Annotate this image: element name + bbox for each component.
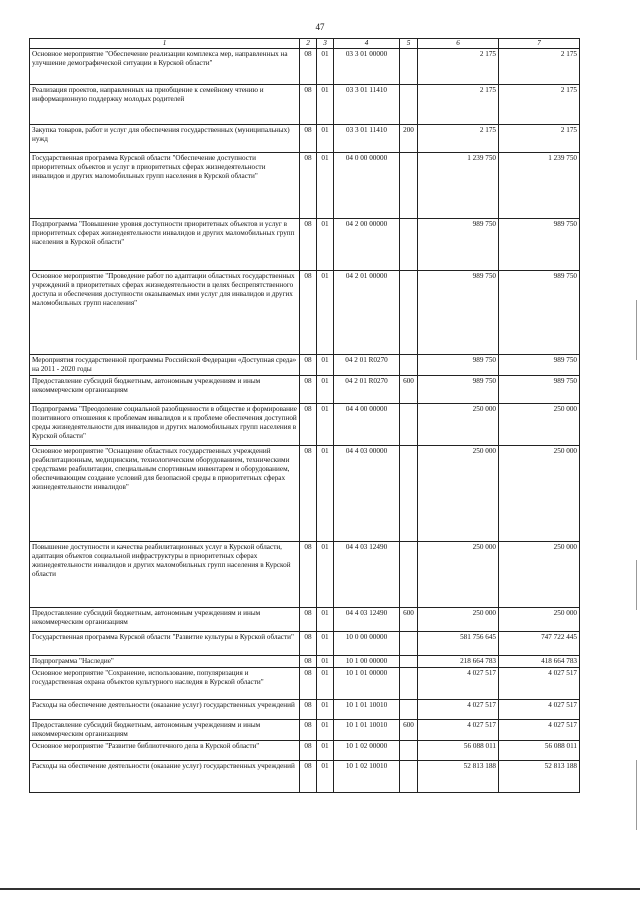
table-row [30,271,580,355]
row-expense-type [400,355,418,376]
row-amount-1: 581 756 645 [418,632,499,656]
row-expense-type [400,668,418,700]
row-expense-type [400,49,418,85]
row-amount-2: 52 813 188 [499,761,580,793]
table-row [30,632,580,656]
row-amount-1: 250 000 [418,542,499,608]
row-subsection: 01 [317,632,334,656]
row-amount-2: 250 000 [499,542,580,608]
row-target-code: 03 3 01 11410 [334,85,400,125]
table-row [30,608,580,632]
row-subsection: 01 [317,542,334,608]
row-target-code: 10 1 01 00000 [334,668,400,700]
row-name: Расходы на обеспечение деятельности (оказание услуг) государственных учреждений [30,700,300,720]
row-target-code: 10 1 02 10010 [334,761,400,793]
row-amount-1: 52 813 188 [418,761,499,793]
row-name: Мероприятия государственной программы Российской Федерации «Доступная среда» на 2011 - 2020 годы [30,355,300,376]
scan-mark [636,300,637,360]
row-target-code: 04 2 01 00000 [334,271,400,355]
row-amount-1: 4 027 517 [418,668,499,700]
row-expense-type: 600 [400,720,418,741]
row-name: Основное мероприятие "Оснащение областных государственных учреждений реабилитационным, медицинским, технологическим оборудованием, техническими средствами реабилитации, специальным спортивным инвентарем и оборудованием, обеспечивающим создание условий для безопасной среды в приоритетных сферах жизнедеятельности инвалидов" [30,446,300,542]
row-amount-1: 2 175 [418,125,499,153]
row-amount-1: 4 027 517 [418,720,499,741]
row-subsection: 01 [317,446,334,542]
table-row [30,668,580,700]
row-name: Основное мероприятие "Обеспечение реализации комплекса мер, направленных на улучшение демографической ситуации в Курской области" [30,49,300,85]
row-section: 08 [300,404,317,446]
row-target-code: 03 3 01 00000 [334,49,400,85]
table-row [30,355,580,376]
row-target-code: 04 2 00 00000 [334,219,400,271]
row-subsection: 01 [317,49,334,85]
row-expense-type: 600 [400,608,418,632]
header-col-2: 2 [300,39,317,49]
scan-mark [636,560,637,610]
row-section: 08 [300,85,317,125]
row-target-code: 10 0 00 00000 [334,632,400,656]
row-amount-1: 1 239 750 [418,153,499,219]
row-target-code: 04 2 01 R0270 [334,376,400,404]
row-subsection: 01 [317,153,334,219]
row-name: Предоставление субсидий бюджетным, автономным учреждениям и иным некоммерческим организациям [30,608,300,632]
row-section: 08 [300,355,317,376]
row-target-code: 04 2 01 R0270 [334,355,400,376]
row-amount-1: 56 088 011 [418,741,499,761]
header-row [30,39,580,49]
row-amount-2: 989 750 [499,376,580,404]
row-subsection: 01 [317,271,334,355]
table-row [30,542,580,608]
row-expense-type [400,632,418,656]
row-amount-1: 218 664 783 [418,656,499,668]
row-section: 08 [300,446,317,542]
header-col-1: 1 [30,39,300,49]
row-expense-type [400,271,418,355]
row-amount-2: 4 027 517 [499,700,580,720]
row-subsection: 01 [317,608,334,632]
row-subsection: 01 [317,700,334,720]
row-amount-1: 2 175 [418,49,499,85]
row-amount-2: 56 088 011 [499,741,580,761]
row-target-code: 04 0 00 00000 [334,153,400,219]
row-amount-2: 2 175 [499,125,580,153]
header-col-4: 4 [334,39,400,49]
row-amount-1: 2 175 [418,85,499,125]
row-subsection: 01 [317,404,334,446]
table-row [30,404,580,446]
row-section: 08 [300,153,317,219]
row-expense-type [400,446,418,542]
budget-table [29,38,580,793]
row-amount-2: 989 750 [499,219,580,271]
row-amount-1: 989 750 [418,271,499,355]
header-col-6: 6 [418,39,499,49]
scan-mark [636,760,637,830]
row-name: Основное мероприятие "Развитие библиотечного дела в Курской области" [30,741,300,761]
row-subsection: 01 [317,376,334,404]
row-target-code: 10 1 02 00000 [334,741,400,761]
header-col-3: 3 [317,39,334,49]
row-name: Подпрограмма "Преодоление социальной разобщенности в обществе и формирование позитивного отношения к проблемам инвалидов и к проблеме обеспечения доступной среды жизнедеятельности для инвалидов и других маломобильных групп населения в Курской области" [30,404,300,446]
row-expense-type [400,700,418,720]
table-row [30,85,580,125]
row-name: Расходы на обеспечение деятельности (оказание услуг) государственных учреждений [30,761,300,793]
table-row [30,761,580,793]
row-expense-type [400,542,418,608]
table-row [30,219,580,271]
row-section: 08 [300,656,317,668]
table-row [30,741,580,761]
header-col-7: 7 [499,39,580,49]
row-target-code: 04 4 03 12490 [334,542,400,608]
row-name: Предоставление субсидий бюджетным, автономным учреждениям и иным некоммерческим организациям [30,720,300,741]
row-amount-2: 2 175 [499,85,580,125]
row-name: Государственная программа Курской области "Развитие культуры в Курской области" [30,632,300,656]
row-amount-1: 4 027 517 [418,700,499,720]
row-expense-type [400,153,418,219]
row-section: 08 [300,668,317,700]
row-section: 08 [300,632,317,656]
table-row [30,446,580,542]
row-amount-2: 989 750 [499,271,580,355]
row-name: Основное мероприятие "Сохранение, использование, популяризация и государственная охрана объектов культурного наследия в Курской области" [30,668,300,700]
row-amount-1: 250 000 [418,404,499,446]
row-section: 08 [300,542,317,608]
row-name: Подпрограмма "Наследие" [30,656,300,668]
row-target-code: 04 4 03 00000 [334,446,400,542]
row-subsection: 01 [317,219,334,271]
row-amount-2: 4 027 517 [499,668,580,700]
row-amount-1: 989 750 [418,219,499,271]
row-section: 08 [300,761,317,793]
row-section: 08 [300,376,317,404]
row-expense-type: 200 [400,125,418,153]
row-expense-type [400,741,418,761]
row-amount-2: 2 175 [499,49,580,85]
row-subsection: 01 [317,85,334,125]
row-target-code: 10 1 00 00000 [334,656,400,668]
row-amount-1: 250 000 [418,608,499,632]
row-target-code: 04 4 03 12490 [334,608,400,632]
row-name: Предоставление субсидий бюджетным, автономным учреждениям и иным некоммерческим организациям [30,376,300,404]
table-row [30,700,580,720]
row-expense-type [400,656,418,668]
row-section: 08 [300,125,317,153]
row-section: 08 [300,219,317,271]
row-section: 08 [300,608,317,632]
row-target-code: 10 1 01 10010 [334,720,400,741]
row-subsection: 01 [317,761,334,793]
row-name: Повышение доступности и качества реабилитационных услуг в Курской области, адаптация объектов социальной инфраструктуры в приоритетных сферах жизнедеятельности инвалидов и других маломобильных групп населения в Курской области [30,542,300,608]
row-subsection: 01 [317,668,334,700]
table-row [30,720,580,741]
table-row [30,125,580,153]
row-amount-2: 418 664 783 [499,656,580,668]
row-amount-2: 747 722 445 [499,632,580,656]
row-name: Основное мероприятие "Проведение работ по адаптации областных государственных учреждений в приоритетных сферах жизнедеятельности в целях беспрепятственного доступа и обеспечения доступности оказываемых ими услуг для инвалидов и других маломобильных групп населения" [30,271,300,355]
table-row [30,153,580,219]
row-name: Реализация проектов, направленных на приобщение к семейному чтению и информационную поддержку молодых родителей [30,85,300,125]
row-amount-1: 989 750 [418,376,499,404]
row-name: Подпрограмма "Повышение уровня доступности приоритетных объектов и услуг в приоритетных сферах жизнедеятельности инвалидов и других маломобильных групп населения в Курской области" [30,219,300,271]
row-subsection: 01 [317,125,334,153]
row-target-code: 04 4 00 00000 [334,404,400,446]
row-amount-1: 989 750 [418,355,499,376]
row-target-code: 10 1 01 10010 [334,700,400,720]
row-subsection: 01 [317,720,334,741]
row-amount-2: 250 000 [499,608,580,632]
table-row [30,376,580,404]
row-amount-2: 989 750 [499,355,580,376]
row-amount-2: 250 000 [499,446,580,542]
row-section: 08 [300,741,317,761]
row-amount-2: 4 027 517 [499,720,580,741]
row-section: 08 [300,700,317,720]
row-amount-2: 250 000 [499,404,580,446]
row-expense-type: 600 [400,376,418,404]
row-section: 08 [300,49,317,85]
row-subsection: 01 [317,741,334,761]
row-section: 08 [300,271,317,355]
bottom-border-line [0,888,640,890]
page-number: 47 [315,22,325,32]
row-expense-type [400,761,418,793]
header-col-5: 5 [400,39,418,49]
table-row [30,49,580,85]
row-subsection: 01 [317,656,334,668]
row-amount-1: 250 000 [418,446,499,542]
row-subsection: 01 [317,355,334,376]
row-name: Закупка товаров, работ и услуг для обеспечения государственных (муниципальных) нужд [30,125,300,153]
row-expense-type [400,219,418,271]
row-expense-type [400,404,418,446]
row-expense-type [400,85,418,125]
row-section: 08 [300,720,317,741]
table-row [30,656,580,668]
row-amount-2: 1 239 750 [499,153,580,219]
row-target-code: 03 3 01 11410 [334,125,400,153]
row-name: Государственная программа Курской области "Обеспечение доступности приоритетных объектов и услуг в приоритетных сферах жизнедеятельности инвалидов и других маломобильных групп населения в Курской области" [30,153,300,219]
